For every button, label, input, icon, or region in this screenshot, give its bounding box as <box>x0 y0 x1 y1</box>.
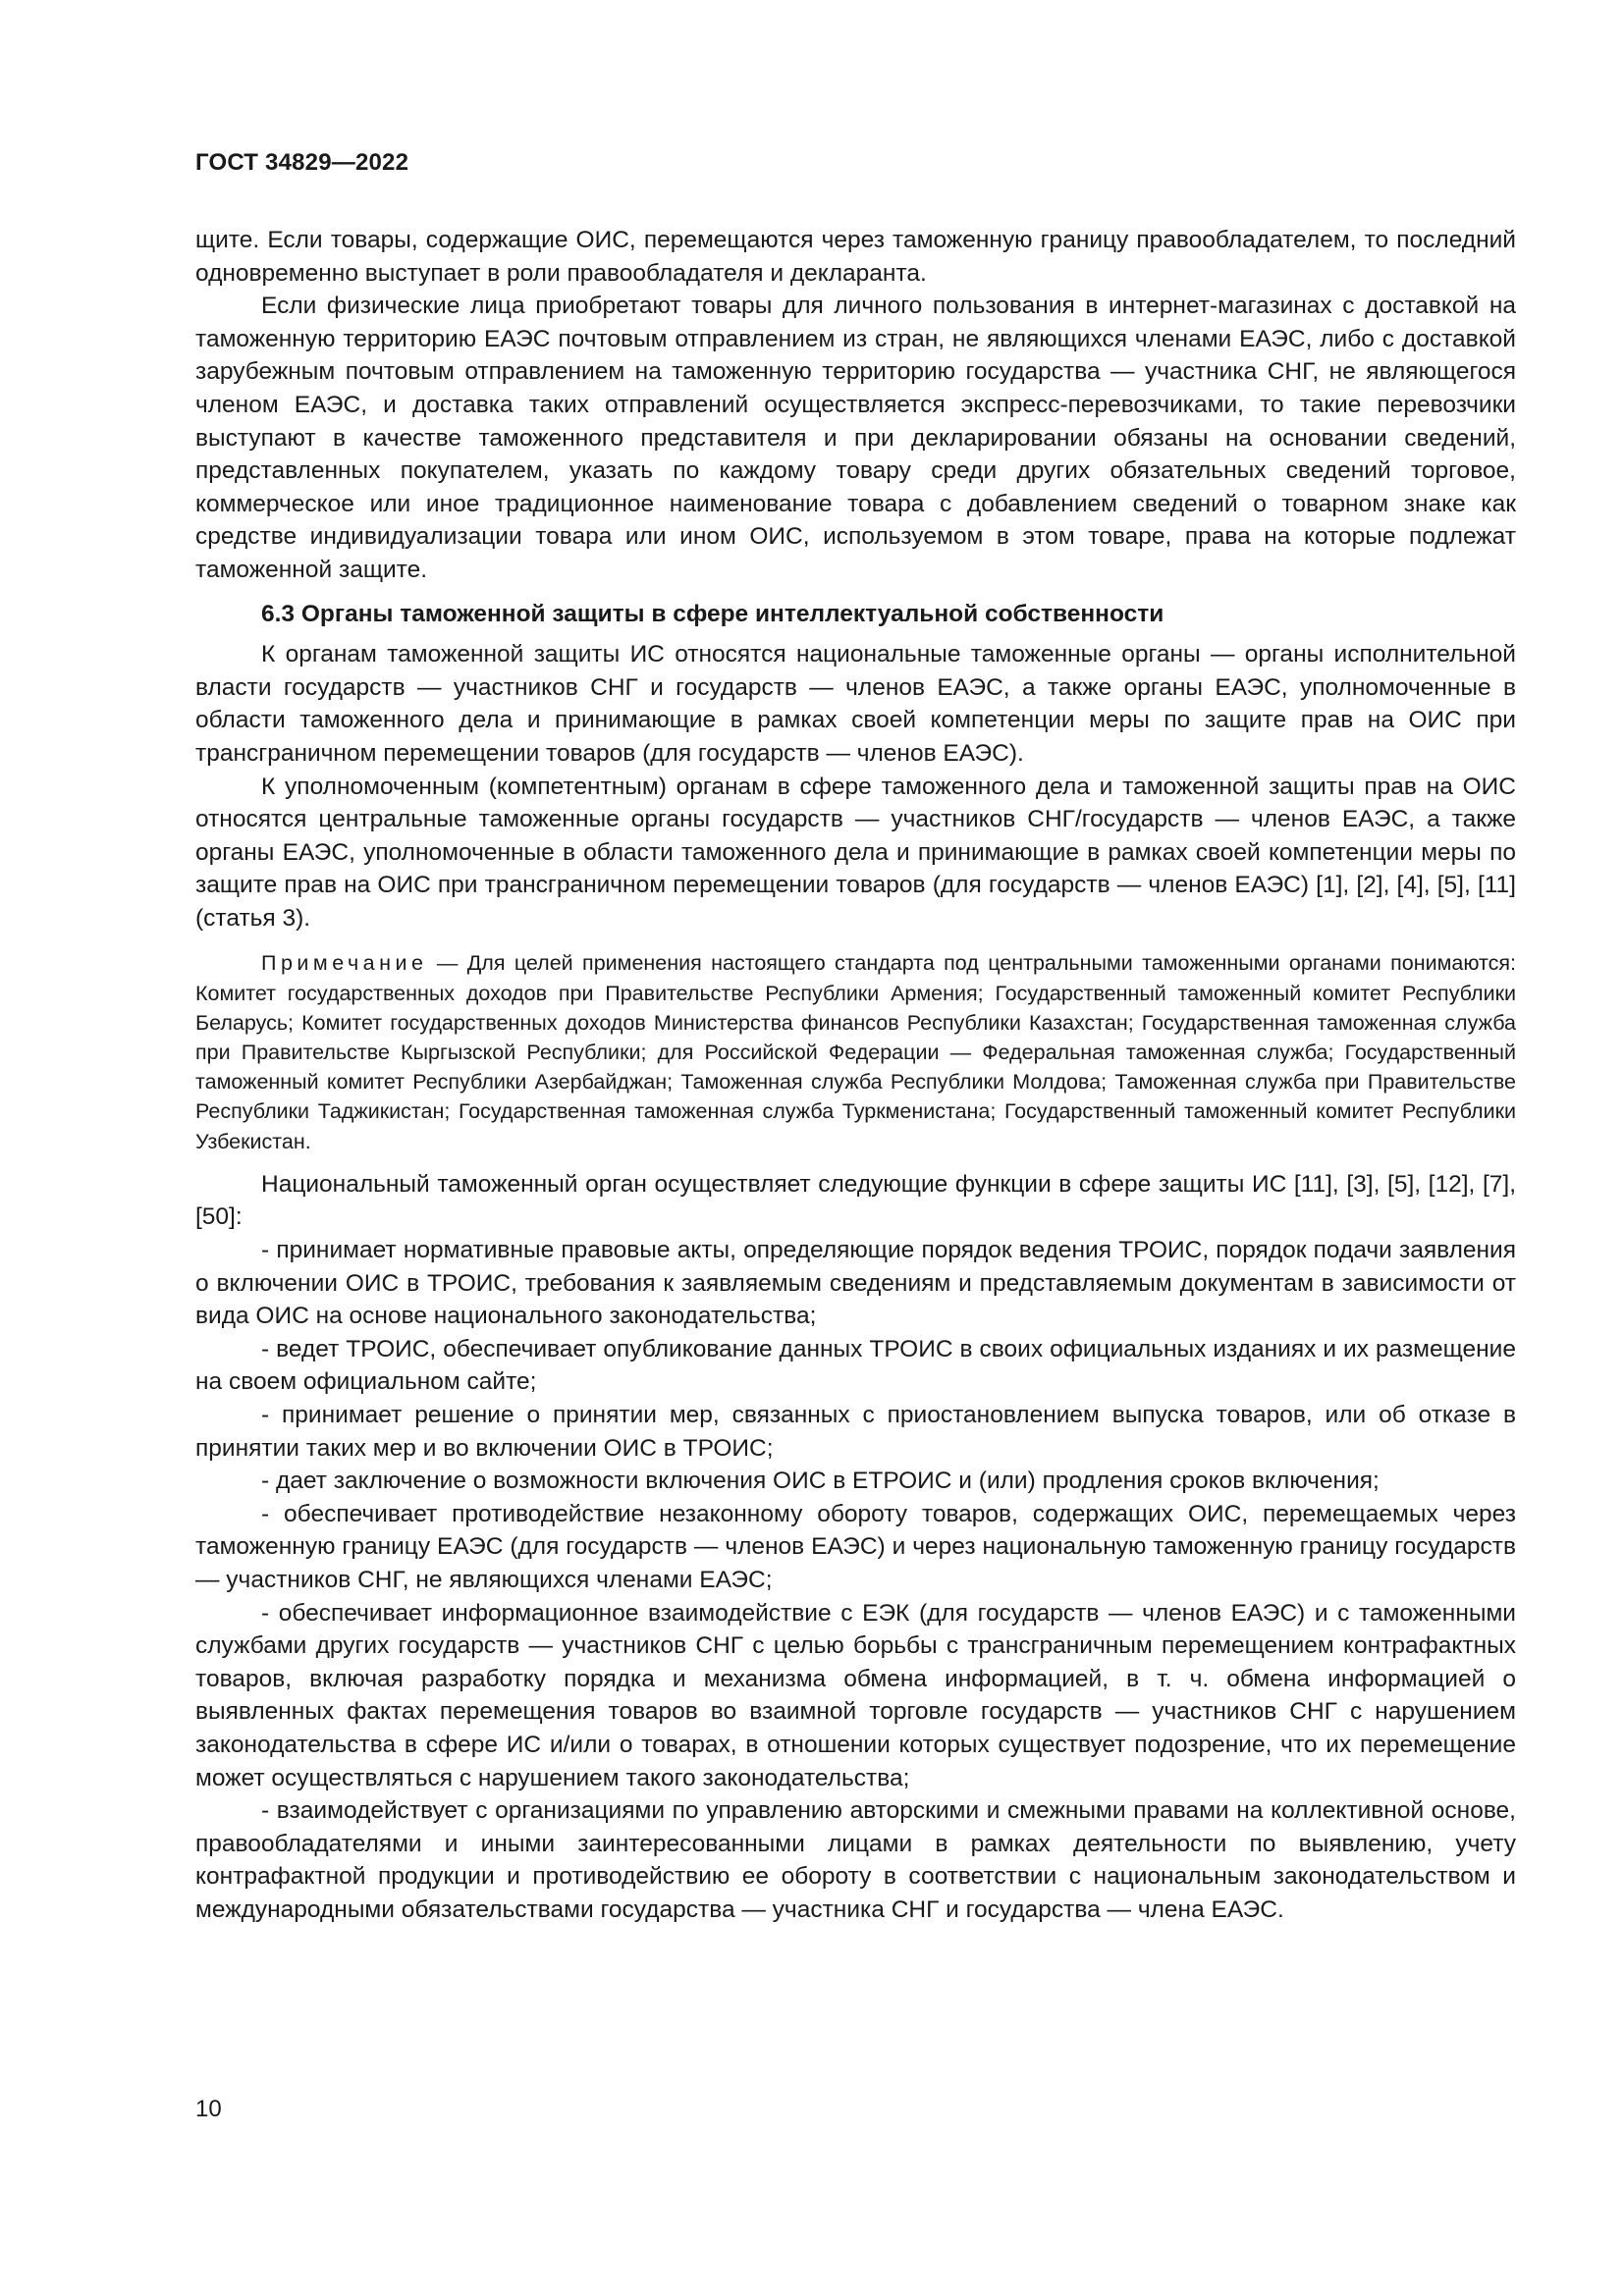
function-item: - обеспечивает информационное взаимодействие с ЕЭК (для государств — членов ЕАЭС) и с таможенными службами других государств — участников СНГ с целью борьбы с трансграничным перемещением контрафактных товаров, включая разработку порядка и механизма обмена информацией, в т. ч. обмена информацией о выявленных фактах перемещения товаров во взаимной торговле государств — участников СНГ с нарушением законодательства в сфере ИС и/или о товарах, в отношении которых существует подозрение, что их перемещение может осуществляться с нарушением такого законодательства; <box>195 1599 1516 1791</box>
note-text: — Для целей применения настоящего стандарта под центральными таможенными органами понимаются: Комитет государственных доходов при Правительстве Республики Армения; Государственный таможенный комитет Республики Беларусь; Комитет государственных доходов Министерства финансов Республики Казахстан; Государственная таможенная служба при Правительстве Кыргызской Республики; для Российской Федерации — Федеральная таможенная служба; Государственный таможенный комитет Республики Азербайджан; Таможенная служба Республики Молдова; Таможенная служба при Правительстве Республики Таджикистан; Государственная таможенная служба Туркменистана; Государственный таможенный комитет Республики Узбекистан. <box>195 951 1516 1153</box>
paragraph-continuation: щите. Если товары, содержащие ОИС, перемещаются через таможенную границу правообладателем, то последний одновременно выступает в роли правообладателя и декларанта. <box>195 227 1516 287</box>
function-item: - ведет ТРОИС, обеспечивает опубликование данных ТРОИС в своих официальных изданиях и их размещение на своем официальном сайте; <box>195 1335 1516 1396</box>
function-item: - обеспечивает противодействие незаконному обороту товаров, содержащих ОИС, перемещаемых через таможенную границу ЕАЭС (для государств — членов ЕАЭС) и через национальную таможенную границу государств — участников СНГ, не являющихся членами ЕАЭС; <box>195 1500 1516 1594</box>
note <box>195 948 1516 1155</box>
functions-intro: Национальный таможенный орган осуществляет следующие функции в сфере защиты ИС [11], [3], [5], [12], [7], [50]: <box>195 1170 1516 1231</box>
function-item: - взаимодействует с организациями по управлению авторскими и смежными правами на коллективной основе, правообладателями и иными заинтересованными лицами в рамках деятельности по выявлению, учету контрафактной продукции и противодействию ее обороту в соответствии с национальным законодательством и международными обязательствами государства — участника СНГ и государства — члена ЕАЭС. <box>195 1797 1516 1923</box>
function-item: - дает заключение о возможности включения ОИС в ЕТРОИС и (или) продления сроков включения; <box>261 1468 1380 1495</box>
section-heading: 6.3 Органы таможенной защиты в сфере интеллектуальной собственности <box>261 600 1164 627</box>
paragraph-customs-authorities: К органам таможенной защиты ИС относятся национальные таможенные органы — органы исполнительной власти государств — участников СНГ и государств — членов ЕАЭС, а также органы ЕАЭС, уполномоченные в области таможенного дела и принимающие в рамках своей компетенции меры по защите прав на ОИС при трансграничном перемещении товаров (для государств — членов ЕАЭС). <box>195 641 1516 767</box>
paragraph-competent-authorities: К уполномоченным (компетентным) органам в сфере таможенного дела и таможенной защиты прав на ОИС относятся центральные таможенные органы государств — участников СНГ/государств — членов ЕАЭС, а также органы ЕАЭС, уполномоченные в области таможенного дела и принимающие в рамках своей компетенции меры по защите прав на ОИС при трансграничном перемещении товаров (для государств — членов ЕАЭС) [1], [2], [4], [5], [11] (статья 3). <box>195 773 1516 932</box>
paragraph-physical-persons: Если физические лица приобретают товары для личного пользования в интернет-магазинах с доставкой на таможенную территорию ЕАЭС почтовым отправлением из стран, не являющихся членами ЕАЭС, либо с доставкой зарубежным почтовым отправлением на таможенную территорию государства — участника СНГ, не являющегося членом ЕАЭС, и доставка таких отправлений осуществляется экспресс-перевозчиками, то такие перевозчики выступают в качестве таможенного представителя и при декларировании обязаны на основании сведений, представленных покупателем, указать по каждому товару среди других обязательных сведений торговое, коммерческое или иное традиционное наименование товара с добавлением сведений о товарном знаке как средстве индивидуализации товара или ином ОИС, используемом в этом товаре, права на которые подлежат таможенной защите. <box>195 293 1516 583</box>
function-item: - принимает решение о принятии мер, связанных с приостановлением выпуска товаров, или об отказе в принятии таких мер и во включении ОИС в ТРОИС; <box>195 1402 1516 1462</box>
page-body <box>195 224 1516 1927</box>
function-item: - принимает нормативные правовые акты, определяющие порядок ведения ТРОИС, порядок подачи заявления о включении ОИС в ТРОИС, требования к заявляемым сведениям и представляемым документам в зависимости от вида ОИС на основе национального законодательства; <box>195 1237 1516 1330</box>
note-label: Примечание <box>261 951 428 976</box>
page-number: 10 <box>195 2096 222 2122</box>
document-header: ГОСТ 34829—2022 <box>195 149 409 176</box>
